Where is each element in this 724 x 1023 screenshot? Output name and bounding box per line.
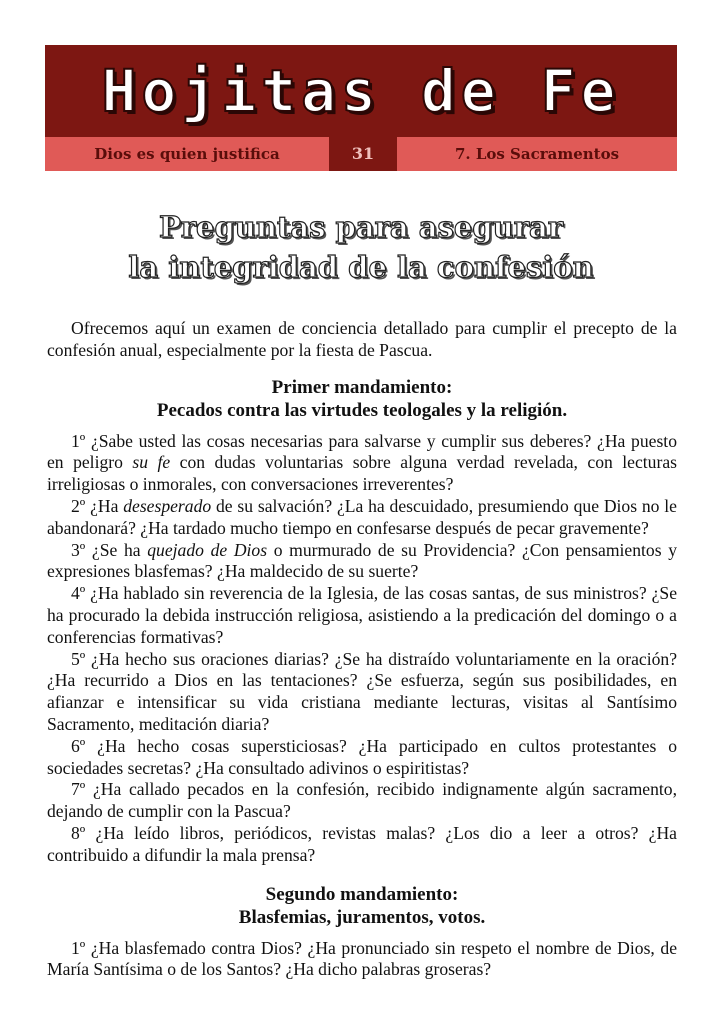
section-heading-2-line2: Blasfemias, juramentos, votos. xyxy=(238,906,486,928)
masthead-subbar xyxy=(45,137,677,171)
article-body xyxy=(47,318,677,981)
question-paragraph: 2º ¿Ha desesperado de su salvación? ¿La ha descuidado, presumiendo que Dios no le abandonará? ¿Ha tardado mucho tiempo en confesarse después de pecar gravemente? xyxy=(47,495,677,538)
question-paragraph: 8º ¿Ha leído libros, periódicos, revistas malas? ¿Los dio a leer a otros? ¿Ha contribuido a difundir la mala prensa? xyxy=(47,822,677,865)
masthead-left-text: Dios es quien justifica xyxy=(94,145,280,163)
section-2-items xyxy=(47,938,677,982)
section-1-items xyxy=(47,431,677,867)
question-paragraph: 3º ¿Se ha quejado de Dios o murmurado de su Providencia? ¿Con pensamientos y expresiones blasfemas? ¿Ha maldecido de su suerte? xyxy=(47,539,677,582)
article-title-line1: Preguntas para asegurar xyxy=(158,210,564,244)
masthead xyxy=(45,45,677,171)
intro-paragraph: Ofrecemos aquí un examen de conciencia detallado para cumplir el precepto de la confesión anual, especialmente por la fiesta de Pascua. xyxy=(47,318,677,360)
section-heading-1 xyxy=(47,376,677,422)
masthead-right-text: 7. Los Sacramentos xyxy=(454,145,620,163)
publication-title: Hojitas de Fe xyxy=(101,57,621,125)
question-paragraph: 4º ¿Ha hablado sin reverencia de la Iglesia, de las cosas santas, de sus ministros? ¿Se ha procurado la debida instrucción religiosa, asistiendo a la predicación del domingo o a conferencias formativas? xyxy=(47,583,677,647)
question-paragraph: 1º ¿Sabe usted las cosas necesarias para salvarse y cumplir sus deberes? ¿Ha puesto en peligro su fe con dudas voluntarias sobre alguna verdad revelada, con lecturas irreligiosas o inmorales, con conversaciones irreverentes? xyxy=(47,430,677,495)
section-heading-2 xyxy=(47,883,677,929)
question-paragraph: 1º ¿Ha blasfemado contra Dios? ¿Ha pronunciado sin respeto el nombre de Dios, de María Santísima o de los Santos? ¿Ha dicho palabras groseras? xyxy=(47,937,677,980)
article-title xyxy=(45,207,677,287)
question-paragraph: 7º ¿Ha callado pecados en la confesión, recibido indignamente algún sacramento, dejando de cumplir con la Pascua? xyxy=(47,779,677,822)
issue-number: 31 xyxy=(329,137,397,171)
section-heading-2-line1: Segundo mandamiento: xyxy=(265,883,459,905)
question-paragraph: 6º ¿Ha hecho cosas supersticiosas? ¿Ha participado en cultos protestantes o sociedades secretas? ¿Ha consultado adivinos o espiritistas? xyxy=(47,735,677,778)
question-paragraph: 5º ¿Ha hecho sus oraciones diarias? ¿Se ha distraído voluntariamente en la oración? ¿Ha recurrido a Dios en las tentaciones? ¿Se esfuerza, según sus posibilidades, en afianzar e intensificar su vida cristiana mediante lecturas, visitas al Santísimo Sacramento, meditación diaria? xyxy=(47,648,677,734)
article-title-line2: la integridad de la confesión xyxy=(128,250,594,284)
section-heading-1-line1: Primer mandamiento: xyxy=(271,376,453,398)
section-heading-1-line2: Pecados contra las virtudes teologales y la religión. xyxy=(156,399,568,421)
